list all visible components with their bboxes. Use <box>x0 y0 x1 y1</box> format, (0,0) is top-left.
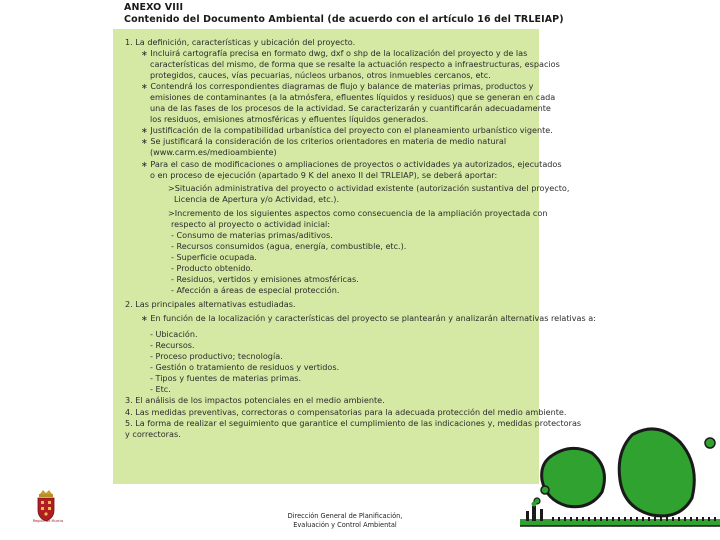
list-item: - Proceso productivo; tecnología. <box>150 351 283 362</box>
section-3-title: 3. El análisis de los impactos potenciales en el medio ambiente. <box>125 395 385 406</box>
list-item: - Ubicación. <box>150 329 198 340</box>
section-1-title: 1. La definición, características y ubicación del proyecto. <box>125 37 356 47</box>
annex-subtitle: Contenido del Documento Ambiental (de acuerdo con el artículo 16 del TRLEIAP) <box>124 14 564 25</box>
decorative-green-shapes <box>512 380 720 540</box>
list-item: los residuos, emisiones atmosféricas y efluentes líquidos generados. <box>150 114 429 125</box>
list-item: protegidos, cauces, vías pecuarias, núcleos urbanos, otros inmuebles cercanos, etc. <box>150 70 491 81</box>
list-item: >Situación administrativa del proyecto o actividad existente (autorización sustantiva del proyecto, <box>168 182 570 193</box>
list-item: - Consumo de materias primas/aditivos. <box>171 229 333 240</box>
small-green-circle-icon <box>705 438 715 448</box>
list-item: - Etc. <box>150 384 171 395</box>
list-item: ∗ En función de la localización y características del proyecto se plantearán y analizarán alternativas relativas a: <box>141 313 596 324</box>
content-text <box>125 37 596 440</box>
section-2-title: 2. Las principales alternativas estudiadas. <box>125 299 296 310</box>
list-item: - Gestión o tratamiento de residuos y vertidos. <box>150 362 340 373</box>
section-5-continuation: y correctoras. <box>125 428 181 439</box>
list-item: >Incremento de los siguientes aspectos como consecuencia de la ampliación proyectada con <box>168 207 548 218</box>
large-green-blob-icon <box>619 429 694 516</box>
list-item: (www.carm.es/medioambiente) <box>150 147 277 158</box>
list-item: - Producto obtenido. <box>171 262 253 273</box>
list-item: ∗ Para el caso de modificaciones o ampliaciones de proyectos o actividades ya autorizados, ejecutados <box>141 158 562 169</box>
list-item: - Tipos y fuentes de materias primas. <box>150 373 302 384</box>
footer-line-2: Evaluación y Control Ambiental <box>293 521 397 529</box>
list-item: Licencia de Apertura y/o Actividad, etc.). <box>174 193 340 204</box>
footer-text <box>275 512 415 530</box>
list-item: - Afección a áreas de especial protección. <box>171 285 340 296</box>
list-item: - Recursos. <box>150 340 195 351</box>
list-item: ∗ Contendrá los correspondientes diagramas de flujo y balance de materias primas, productos y <box>141 81 534 92</box>
small-green-circle-icon <box>541 486 549 494</box>
footer-line-1: Dirección General de Planificación, <box>287 512 403 520</box>
annex-title: ANEXO VIII <box>124 2 184 13</box>
list-item: características del mismo, de forma que se resalte la actuación respecto a infraestructuras, espacios <box>150 59 560 70</box>
region-logo-caption: Región de Murcia <box>32 519 64 523</box>
list-item: una de las fases de los procesos de la actividad. Se caracterizarán y cuantificarán adecuadamente <box>150 103 551 114</box>
content-panel <box>113 29 596 484</box>
list-item: - Recursos consumidos (agua, energía, combustible, etc.). <box>171 240 407 251</box>
section-4-title: 4. Las medidas preventivas, correctoras o compensatorias para la adecuada protección del medio ambiente. <box>125 406 567 417</box>
list-item: emisiones de contaminantes (a la atmósfera, efluentes líquidos y residuos) que se generan en cada <box>150 92 556 103</box>
list-item: - Residuos, vertidos y emisiones atmosféricas. <box>171 273 359 284</box>
list-item: ∗ Se justificará la consideración de los criterios orientadores en materia de medio natural <box>141 136 507 147</box>
list-item: - Superficie ocupada. <box>171 251 257 262</box>
list-item: o en proceso de ejecución (apartado 9 K del anexo II del TRLEIAP), se deberá aportar: <box>150 169 498 180</box>
medium-green-blob-icon <box>542 448 605 506</box>
section-5-title: 5. La forma de realizar el seguimiento que garantice el cumplimiento de las indicaciones y, medidas protectoras <box>125 417 582 428</box>
list-item: ∗ Justificación de la compatibilidad urbanística del proyecto con el planeamiento urbanístico vigente. <box>141 125 553 136</box>
list-item: ∗ Incluirá cartografía precisa en formato dwg, dxf o shp de la localización del proyecto y de las <box>141 48 528 59</box>
list-item: respecto al proyecto o actividad inicial: <box>171 218 331 229</box>
